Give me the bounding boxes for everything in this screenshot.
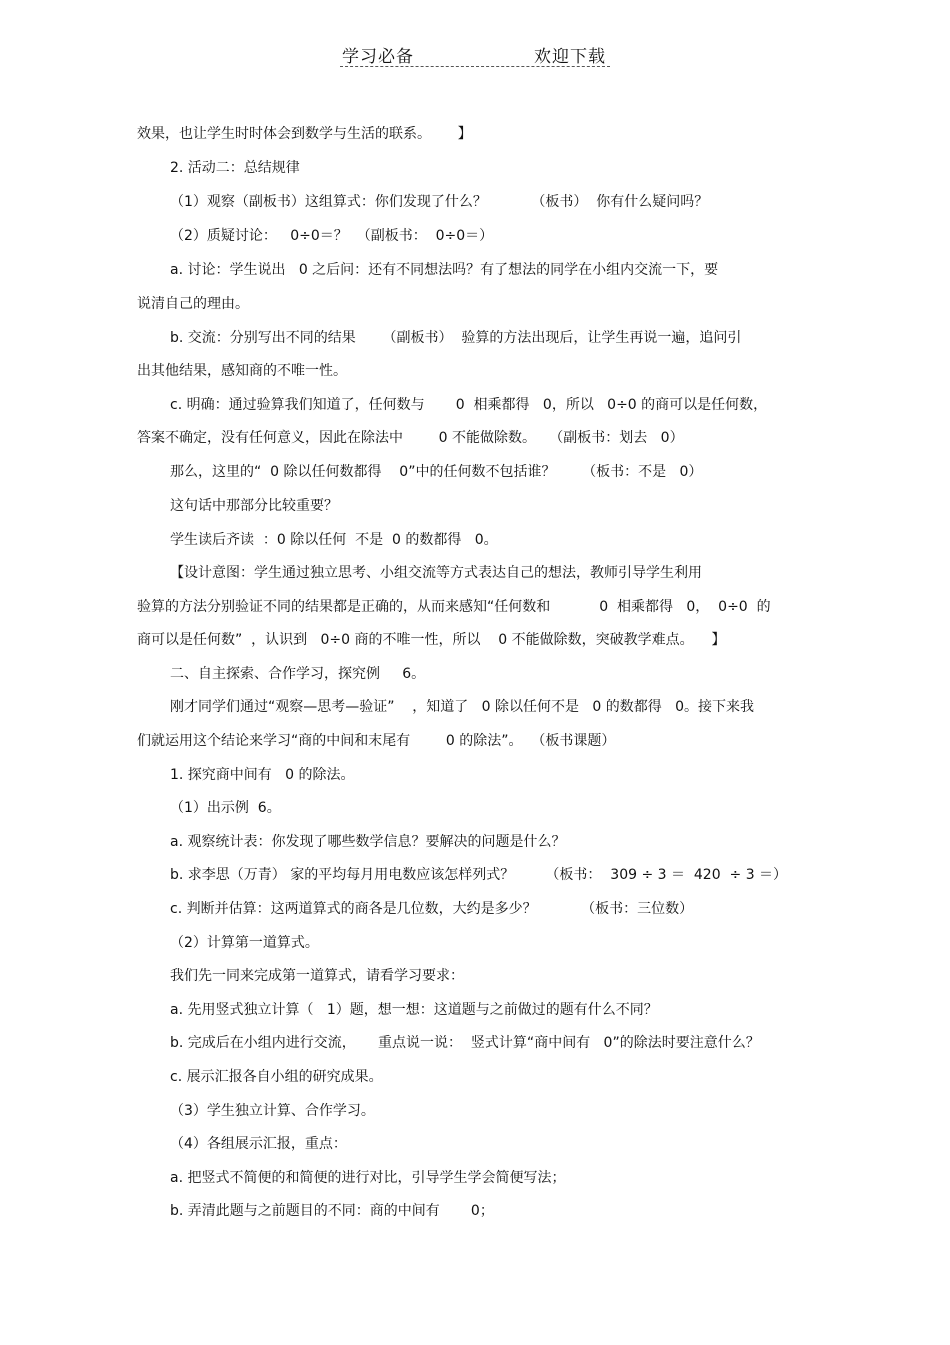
text-line: b. 弄清此题与之前题目的不同：商的中间有 0； [170,1203,494,1219]
text-line: a. 把竖式不简便的和简便的进行对比，引导学生学会简便写法； [170,1170,566,1186]
text-line: c. 展示汇报各自小组的研究成果。 [170,1069,383,1085]
text-line: 刚才同学们通过“观察—思考—验证” ，知道了 0 除以任何不是 0 的数都得 0。接下来我 [170,699,754,715]
text-line: 出其他结果，感知商的不唯一性。 [137,363,347,379]
text-line: 验算的方法分别验证不同的结果都是正确的，从而来感知“任何数和 0 相乘都得 0， 0÷0 的 [137,599,771,615]
text-line: （1）出示例 6。 [170,800,281,816]
text-line: （3）学生独立计算、合作学习。 [170,1103,375,1119]
text-line: 1. 探究商中间有 0 的除法。 [170,767,355,783]
header-right-text: 欢迎下载 [534,47,606,67]
text-line: （4）各组展示汇报，重点： [170,1136,347,1152]
text-line: 我们先一同来完成第一道算式，请看学习要求： [170,968,464,984]
text-line: 2. 活动二：总结规律 [170,160,300,176]
text-line: 效果，也让学生时时体会到数学与生活的联系。 】 [137,126,472,142]
text-line: a. 观察统计表：你发现了哪些数学信息？要解决的问题是什么？ [170,834,566,850]
text-line: a. 讨论：学生说出 0 之后问：还有不同想法吗？有了想法的同学在小组内交流一下，要 [170,262,719,278]
text-line: （1）观察（副板书）这组算式：你们发现了什么？ （板书） 你有什么疑问吗？ [170,194,709,210]
text-line: 这句话中那部分比较重要？ [170,498,338,514]
text-line: a. 先用竖式独立计算（ 1）题，想一想：这道题与之前做过的题有什么不同？ [170,1002,658,1018]
text-line: 们就运用这个结论来学习“商的中间和末尾有 0 的除法”。 （板书课题） [137,733,616,749]
text-line: b. 完成后在小组内进行交流， 重点说一说： 竖式计算“商中间有 0”的除法时要注意什么？ [170,1035,760,1051]
text-line: （2）计算第一道算式。 [170,935,319,951]
text-line: c. 判断并估算：这两道算式的商各是几位数，大约是多少？ （板书：三位数） [170,901,694,917]
text-line: 商可以是任何数” ，认识到 0÷0 商的不唯一性，所以 0 不能做除数，突破教学难点。 】 [137,632,726,648]
text-line: c. 明确：通过验算我们知道了，任何数与 0 相乘都得 0，所以 0÷0 的商可以是任何数， [170,397,768,413]
text-line: 【设计意图：学生通过独立思考、小组交流等方式表达自己的想法，教师引导学生利用 [170,565,702,581]
text-line: 二、自主探索、合作学习，探究例 6。 [170,666,426,682]
text-line: （2）质疑讨论： 0÷0＝？ （副板书： 0÷0＝） [170,228,494,244]
text-line: b. 交流：分别写出不同的结果 （副板书） 验算的方法出现后，让学生再说一遍，追问引 [170,330,742,346]
text-line: 说清自己的理由。 [137,296,249,312]
text-line: 答案不确定，没有任何意义，因此在除法中 0 不能做除数。 （副板书：划去 0） [137,430,684,446]
text-line: b. 求李思（万青） 家的平均每月用电数应该怎样列式？ （板书： 309 ÷ 3 ＝ 420 ÷ 3 ＝） [170,867,788,883]
text-line: 学生读后齐读 ：0 除以任何 不是 0 的数都得 0。 [170,532,498,548]
header-left-text: 学习必备 [342,47,414,67]
page-header [340,40,610,67]
text-line: 那么，这里的“ 0 除以任何数都得 0”中的任何数不包括谁？ （板书：不是 0） [170,464,703,480]
